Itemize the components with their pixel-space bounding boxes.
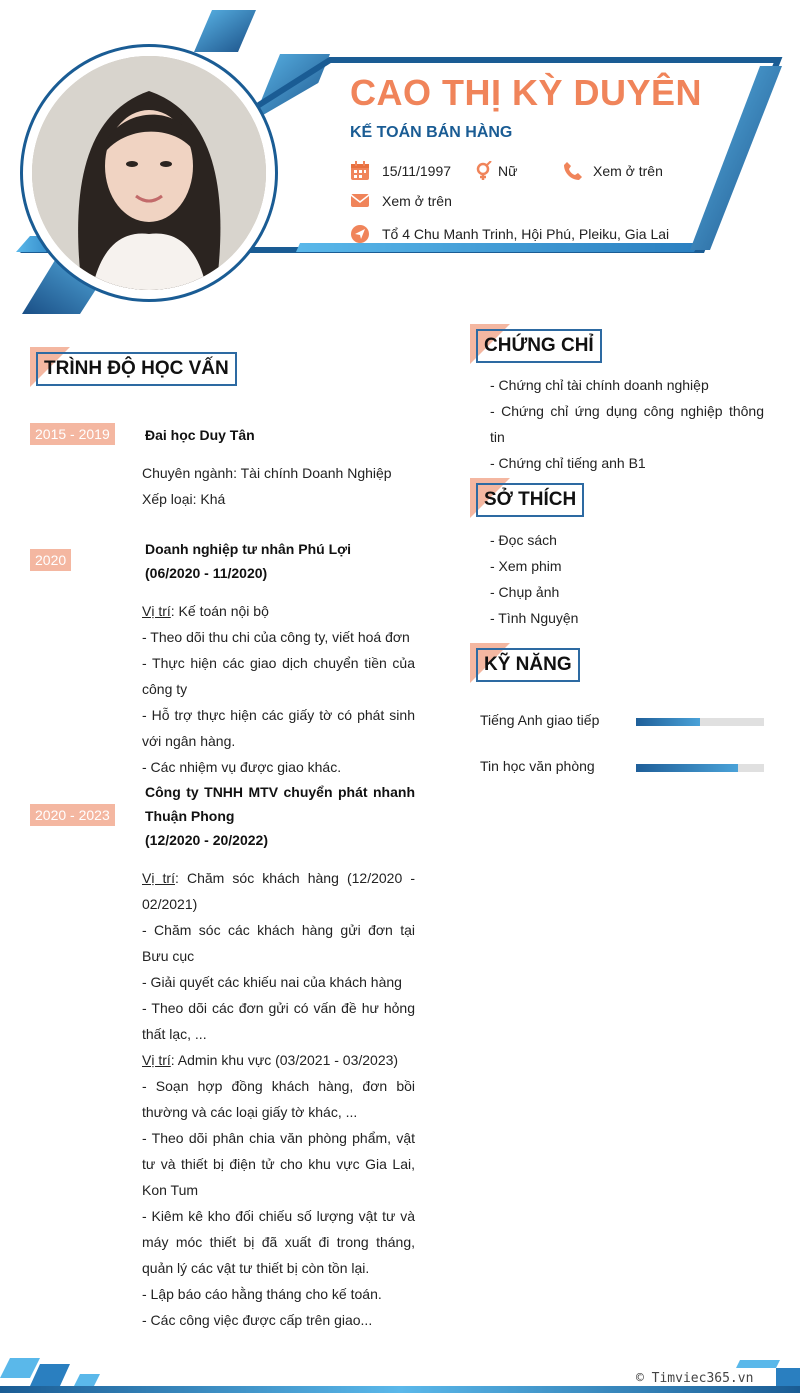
list-item: - Xem phim (490, 558, 562, 574)
position-line (142, 598, 415, 624)
entry-title (145, 780, 415, 852)
hobbies-list (490, 527, 764, 631)
gender-info (474, 161, 517, 181)
skill-bar (636, 718, 764, 726)
phone-info (563, 161, 663, 181)
entry-line: - Theo dõi phân chia văn phòng phẩm, vật tư và thiết bị điện tử cho khu vực Gia Lai, Kon Tum (142, 1130, 415, 1198)
job-title: KẾ TOÁN BÁN HÀNG (350, 124, 513, 141)
address-info (350, 224, 669, 244)
skill-bar-fill (636, 718, 700, 726)
certificates-heading-text: CHỨNG CHỈ (476, 329, 602, 363)
list-item: - Chứng chỉ tài chính doanh nghiệp (490, 377, 709, 393)
position-label: Vị trí (142, 1052, 171, 1068)
entry-title: Đai học Duy Tân (145, 427, 255, 443)
entry-line: - Theo dõi thu chi của công ty, viết hoá đơn (142, 629, 410, 645)
position-text: : Kế toán nội bộ (170, 603, 269, 619)
hobbies-heading (476, 483, 584, 517)
year-badge: 2020 (30, 549, 71, 571)
position-text: : Chăm sóc khách hàng (12/2020 - 02/2021) (142, 870, 415, 912)
copyright-text: © Timviec365.vn (636, 1371, 754, 1386)
position-text: : Admin khu vực (03/2021 - 03/2023) (170, 1052, 399, 1068)
skill-row (480, 758, 764, 778)
skills-heading (476, 648, 580, 682)
position-label: Vị trí (142, 603, 171, 619)
hobbies-heading-text: SỞ THÍCH (476, 483, 584, 517)
entry-line: Chuyên ngành: Tài chính Doanh Nghiệp (142, 465, 392, 481)
calendar-icon (350, 161, 370, 181)
entry-details (142, 865, 415, 1333)
list-item: - Chụp ảnh (490, 584, 560, 600)
skill-bar (636, 764, 764, 772)
entry-line: - Lập báo cáo hằng tháng cho kế toán. (142, 1286, 382, 1302)
gender-icon (474, 161, 494, 181)
skills-heading-text: KỸ NĂNG (476, 648, 580, 682)
list-item: - Chứng chỉ ứng dụng công nghiệp thông tin (490, 403, 764, 445)
position-label: Vị trí (142, 870, 175, 886)
position-line (142, 1047, 415, 1073)
entry-period: (06/2020 - 11/2020) (145, 565, 268, 581)
skill-bar-fill (636, 764, 738, 772)
avatar (32, 56, 266, 290)
entry-details (142, 598, 415, 780)
entry-period: (12/2020 - 20/2022) (145, 832, 268, 848)
phone-icon (563, 161, 583, 181)
candidate-name: CAO THỊ KỲ DUYÊN (350, 72, 703, 113)
education-heading (36, 352, 237, 386)
entry-line: - Chăm sóc các khách hàng gửi đơn tại Bưu cục (142, 922, 415, 964)
birthday-info (350, 161, 451, 181)
skill-label: Tiếng Anh giao tiếp (480, 712, 600, 728)
list-item: - Tình Nguyện (490, 610, 579, 626)
envelope-icon (350, 191, 370, 211)
entry-title (145, 537, 415, 585)
entry-line: - Các công việc được cấp trên giao... (142, 1312, 373, 1328)
skill-row (480, 712, 764, 732)
position-line (142, 865, 415, 917)
phone-text: Xem ở trên (593, 163, 663, 179)
entry-details (142, 460, 415, 512)
birthday-text: 15/11/1997 (382, 163, 452, 179)
entry-line: - Theo dõi các đơn gửi có vấn đề hư hỏng thất lạc, ... (142, 1000, 415, 1042)
email-text: Xem ở trên (382, 193, 452, 209)
year-badge: 2020 - 2023 (30, 804, 115, 826)
entry-line: Xếp loại: Khá (142, 491, 226, 507)
entry-title-text: Công ty TNHH MTV chuyển phát nhanh Thuận Phong (145, 784, 415, 824)
list-item: - Chứng chỉ tiếng anh B1 (490, 455, 646, 471)
email-info (350, 191, 452, 211)
year-badge: 2015 - 2019 (30, 423, 115, 445)
entry-line: - Kiêm kê kho đối chiếu số lượng vật tư và máy móc thiết bị đã xuất đi trong tháng, quản lý các vật tư thiết bị còn tồn lại. (142, 1208, 415, 1276)
certificates-list (490, 372, 764, 476)
education-heading-text: TRÌNH ĐỘ HỌC VẤN (36, 352, 237, 386)
gender-text: Nữ (498, 163, 518, 179)
certificates-heading (476, 329, 602, 363)
entry-line: - Thực hiện các giao dịch chuyển tiền của công ty (142, 655, 415, 697)
entry-line: - Giải quyết các khiếu nai của khách hàng (142, 974, 402, 990)
location-arrow-icon (350, 224, 370, 244)
skill-label: Tin học văn phòng (480, 758, 595, 774)
entry-line: - Các nhiệm vụ được giao khác. (142, 759, 342, 775)
address-text: Tổ 4 Chu Manh Trinh, Hội Phú, Pleiku, Gia Lai (382, 226, 670, 242)
entry-title-text: Doanh nghiệp tư nhân Phú Lợi (145, 541, 351, 557)
entry-line: - Soạn hợp đồng khách hàng, đơn bồi thường và các loại giấy tờ khác, ... (142, 1078, 415, 1120)
entry-line: - Hỗ trợ thực hiện các giấy tờ có phát sinh với ngân hàng. (142, 707, 415, 749)
list-item: - Đọc sách (490, 532, 557, 548)
